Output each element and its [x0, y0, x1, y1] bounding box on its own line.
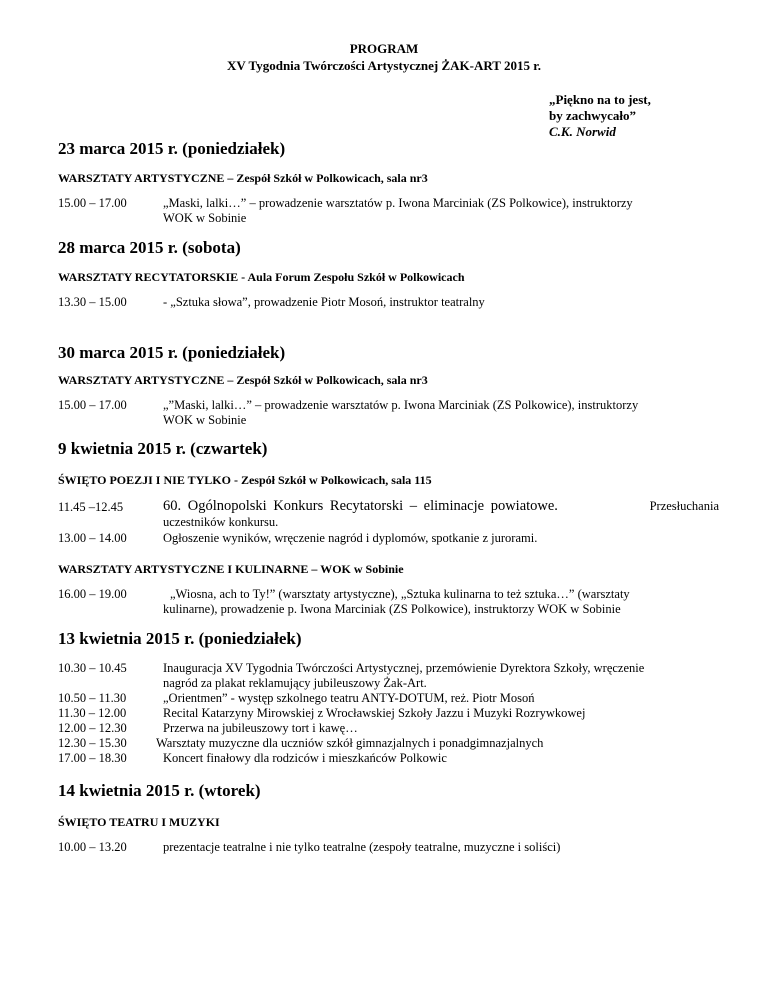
time-slot: 16.00 – 19.00 — [58, 587, 127, 601]
event-description: prezentacje teatralne i nie tylko teatralne (zespoły teatralne, muzyczne i soliści) — [163, 840, 561, 854]
date-heading: 28 marca 2015 r. (sobota) — [58, 238, 241, 257]
event-description-line: Przesłuchania — [649, 499, 719, 513]
section-heading: WARSZTATY ARTYSTYCZNE I KULINARNE – WOK w Sobinie — [58, 562, 404, 576]
event-description-line: WOK w Sobinie — [163, 211, 247, 225]
time-slot: 15.00 – 17.00 — [58, 196, 127, 210]
date-heading: 23 marca 2015 r. (poniedziałek) — [58, 139, 286, 158]
program-item: Przerwa na jubileuszowy tort i kawę… — [163, 721, 358, 735]
program-item: nagród za plakat reklamujący jubileuszowy Żak-Art. — [163, 676, 427, 690]
section-heading: ŚWIĘTO TEATRU I MUZYKI — [58, 815, 220, 829]
document-title: PROGRAM — [349, 41, 419, 56]
program-item: „Orientmen” - występ szkolnego teatru ANTY-DOTUM, reż. Piotr Mosoń — [163, 691, 535, 705]
event-description-line: - „Sztuka słowa”, prowadzenie Piotr Mosoń, instruktor teatralny — [163, 295, 485, 309]
time-slot: 10.50 – 11.30 — [58, 691, 127, 705]
epigraph-author: C.K. Norwid — [549, 124, 616, 139]
event-description-line: kulinarne), prowadzenie p. Iwona Marciniak (ZS Polkowice), instruktorzy WOK w Sobinie — [163, 602, 621, 616]
event-description-line: „Maski, lalki…” – prowadzenie warsztatów p. Iwona Marciniak (ZS Polkowice), instruktorzy — [163, 196, 633, 210]
event-description-line: 60. Ogólnopolski Konkurs Recytatorski – eliminacje powiatowe. — [163, 498, 558, 514]
event-description-line: Ogłoszenie wyników, wręczenie nagród i dyplomów, spotkanie z jurorami. — [163, 531, 538, 545]
time-slot: 10.30 – 10.45 — [58, 661, 127, 675]
event-description — [163, 398, 717, 428]
section-heading: WARSZTATY RECYTATORSKIE - Aula Forum Zespołu Szkół w Polkowicach — [58, 270, 465, 284]
event-description — [163, 498, 719, 546]
time-slot: 13.00 – 14.00 — [58, 531, 127, 545]
section-heading: ŚWIĘTO POEZJI I NIE TYLKO - Zespół Szkół w Polkowicach, sala 115 — [58, 473, 432, 487]
time-slot: 15.00 – 17.00 — [58, 398, 127, 412]
section-heading: WARSZTATY ARTYSTYCZNE – Zespół Szkół w Polkowicach, sala nr3 — [58, 171, 428, 185]
program-item: Warsztaty muzyczne dla uczniów szkół gimnazjalnych i ponadgimnazjalnych — [156, 736, 544, 750]
program-item: Inauguracja XV Tygodnia Twórczości Artystycznej, przemówienie Dyrektora Szkoły, wręczenie — [163, 661, 645, 675]
event-description — [163, 587, 718, 617]
date-heading: 13 kwietnia 2015 r. (poniedziałek) — [58, 629, 302, 648]
event-description-line: uczestników konkursu. — [163, 515, 279, 529]
time-slot: 17.00 – 18.30 — [58, 751, 127, 765]
epigraph-line-2: by zachwycało” — [549, 108, 637, 123]
date-heading: 30 marca 2015 r. (poniedziałek) — [58, 343, 286, 362]
date-heading: 14 kwietnia 2015 r. (wtorek) — [58, 781, 261, 800]
program-item: Recital Katarzyny Mirowskiej z Wrocławskiej Szkoły Jazzu i Muzyki Rozrywkowej — [163, 706, 586, 720]
time-slot: 11.30 – 12.00 — [58, 706, 127, 720]
time-slot: 13.30 – 15.00 — [58, 295, 127, 309]
time-slot: 12.00 – 12.30 — [58, 721, 127, 735]
time-slot: 11.45 –12.45 — [58, 500, 124, 514]
epigraph-line-1: „Piękno na to jest, — [549, 92, 651, 107]
section-heading: WARSZTATY ARTYSTYCZNE – Zespół Szkół w Polkowicach, sala nr3 — [58, 373, 428, 387]
program-item: Koncert finałowy dla rodziców i mieszkańców Polkowic — [163, 751, 447, 765]
document-subtitle: XV Tygodnia Twórczości Artystycznej ŻAK-ART 2015 r. — [226, 58, 542, 73]
event-description-line: „”Maski, lalki…” – prowadzenie warsztatów p. Iwona Marciniak (ZS Polkowice), instruktorzy — [163, 398, 639, 412]
event-description — [163, 295, 717, 310]
event-description-line: „Wiosna, ach to Ty!” (warsztaty artystyczne), „Sztuka kulinarna to też sztuka…” (warsztaty — [170, 587, 630, 601]
event-description — [163, 196, 717, 226]
epigraph — [549, 92, 651, 140]
time-slot: 10.00 – 13.20 — [58, 840, 127, 854]
event-description-line: WOK w Sobinie — [163, 413, 247, 427]
date-heading: 9 kwietnia 2015 r. (czwartek) — [58, 439, 268, 458]
time-slot: 12.30 – 15.30 — [58, 736, 127, 750]
